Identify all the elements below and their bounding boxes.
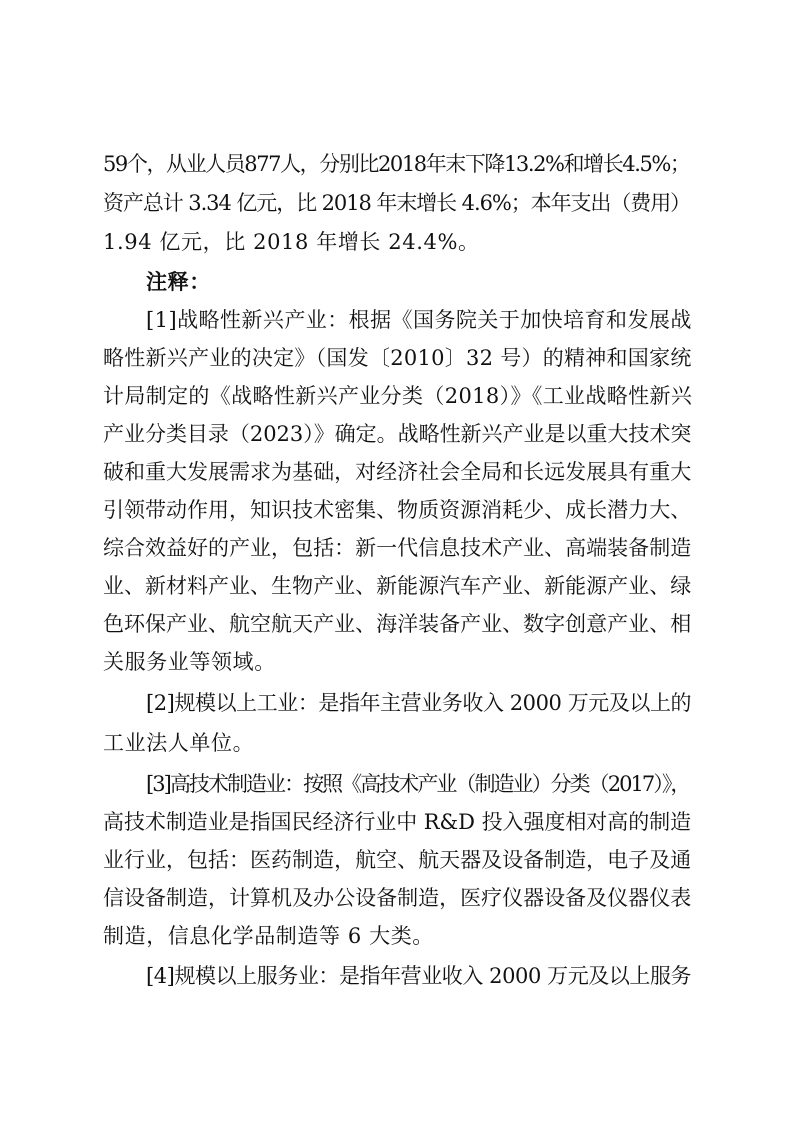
note-1-line-6: 引领带动作用，知识技术密集、物质资源消耗少、成长潜力大、 bbox=[103, 498, 692, 522]
note-1-line-2: 略性新兴产业的决定》（国发〔2010〕32 号）的精神和国家统 bbox=[103, 346, 692, 370]
note-1-line-3: 计局制定的《战略性新兴产业分类（2018）》《工业战略性新兴 bbox=[103, 384, 693, 408]
note-1-line-4: 产业分类目录（2023）》确定。战略性新兴产业是以重大技术突 bbox=[103, 422, 692, 446]
note-2-line-2: 工业法人单位。 bbox=[103, 731, 255, 755]
notes-heading: 注释： bbox=[146, 270, 211, 294]
note-1-line-10: 关服务业等领域。 bbox=[103, 650, 276, 674]
note-1-line-8: 业、新材料产业、生物产业、新能源汽车产业、新能源产业、绿 bbox=[103, 574, 692, 598]
text-line-2: 资产总计 3.34 亿元，比 2018 年末增长 4.6%；本年支出（费用） bbox=[103, 191, 691, 215]
note-3-line-3: 业行业，包括：医药制造，航空、航天器及设备制造，电子及通 bbox=[103, 848, 692, 872]
note-3-line-5: 制造，信息化学品制造等 6 大类。 bbox=[103, 924, 434, 948]
text-line-1: 59个，从业人员877人，分别比2018年末下降13.2%和增长4.5%； bbox=[103, 152, 690, 176]
note-3-line-4: 信设备制造，计算机及办公设备制造，医疗仪器设备及仪器仪表 bbox=[103, 886, 692, 910]
note-3-line-2: 高技术制造业是指国民经济行业中 R&D 投入强度相对高的制造 bbox=[103, 810, 692, 834]
note-1-line-9: 色环保产业、航空航天产业、海洋装备产业、数字创意产业、相 bbox=[103, 612, 692, 636]
note-1-line-7: 综合效益好的产业，包括：新一代信息技术产业、高端装备制造 bbox=[103, 536, 692, 560]
note-2-line-1: [2]规模以上工业：是指年主营业务收入 2000 万元及以上的 bbox=[146, 691, 692, 715]
note-3-line-1: [3]高技术制造业：按照《高技术产业（制造业）分类（2017）》， bbox=[146, 772, 690, 796]
text-line-3: 1.94 亿元，比 2018 年增长 24.4%。 bbox=[103, 230, 480, 254]
note-4-line-1: [4]规模以上服务业：是指年营业收入 2000 万元及以上服务 bbox=[146, 964, 692, 988]
note-1-line-1: [1]战略性新兴产业：根据《国务院关于加快培育和发展战 bbox=[146, 308, 692, 332]
note-1-line-5: 破和重大发展需求为基础，对经济社会全局和长远发展具有重大 bbox=[103, 460, 692, 484]
